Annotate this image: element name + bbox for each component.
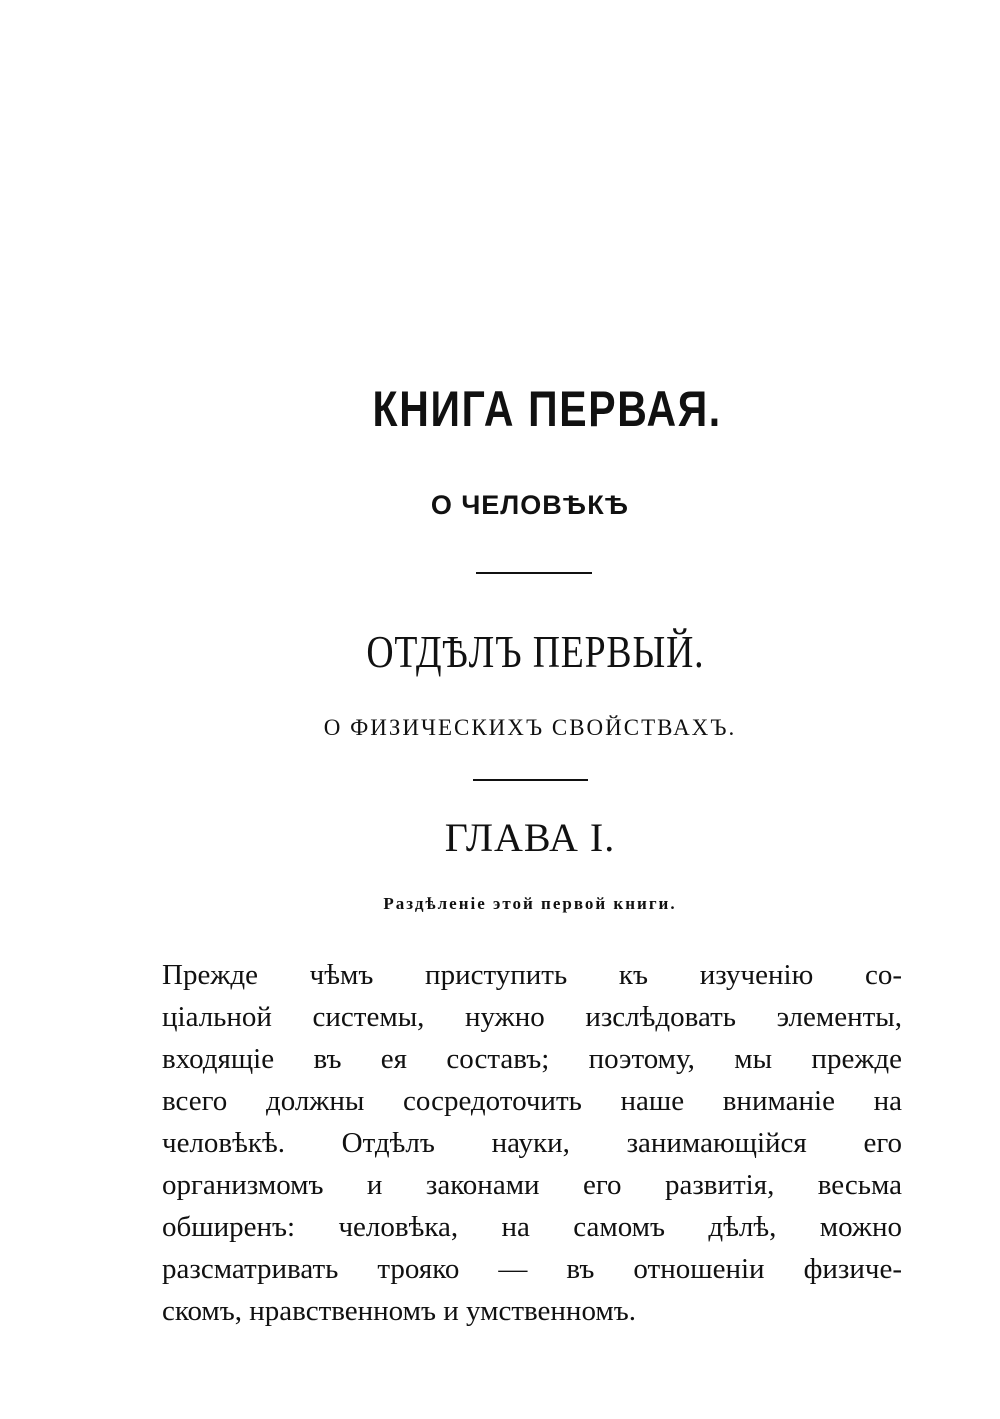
- chapter-subtitle: Раздѣленіе этой первой книги.: [383, 894, 677, 913]
- section-title: ОТДѢЛЪ ПЕРВЫЙ.: [366, 626, 705, 677]
- chapter-title: ГЛАВА I.: [444, 815, 616, 860]
- divider-rule: [473, 779, 588, 781]
- book-title: КНИГА ПЕРВАЯ.: [372, 381, 722, 437]
- body-line: разсматривать трояко — въ отношеніи физиче-: [162, 1253, 902, 1285]
- body-line: Прежде чѣмъ приступить къ изученію со-: [162, 959, 902, 991]
- body-line: организмомъ и законами его развитія, весьма: [162, 1169, 902, 1201]
- divider-rule: [476, 572, 592, 574]
- book-subtitle: О ЧЕЛОВѢКѢ: [430, 490, 630, 520]
- body-line: ціальной системы, нужно изслѣдовать элементы,: [162, 1001, 902, 1033]
- body-line: входящіе въ ея составъ; поэтому, мы прежде: [162, 1043, 902, 1075]
- chapter-body-text: [162, 954, 902, 1332]
- body-line: обширенъ: человѣка, на самомъ дѣлѣ, можно: [162, 1211, 902, 1243]
- section-subtitle: О ФИЗИЧЕСКИХЪ СВОЙСТВАХЪ.: [323, 715, 737, 740]
- body-line: человѣкѣ. Отдѣлъ науки, занимающійся его: [162, 1127, 902, 1159]
- body-line: всего должны сосредоточить наше вниманіе на: [162, 1085, 902, 1117]
- body-line: скомъ, нравственномъ и умственномъ.: [162, 1295, 636, 1327]
